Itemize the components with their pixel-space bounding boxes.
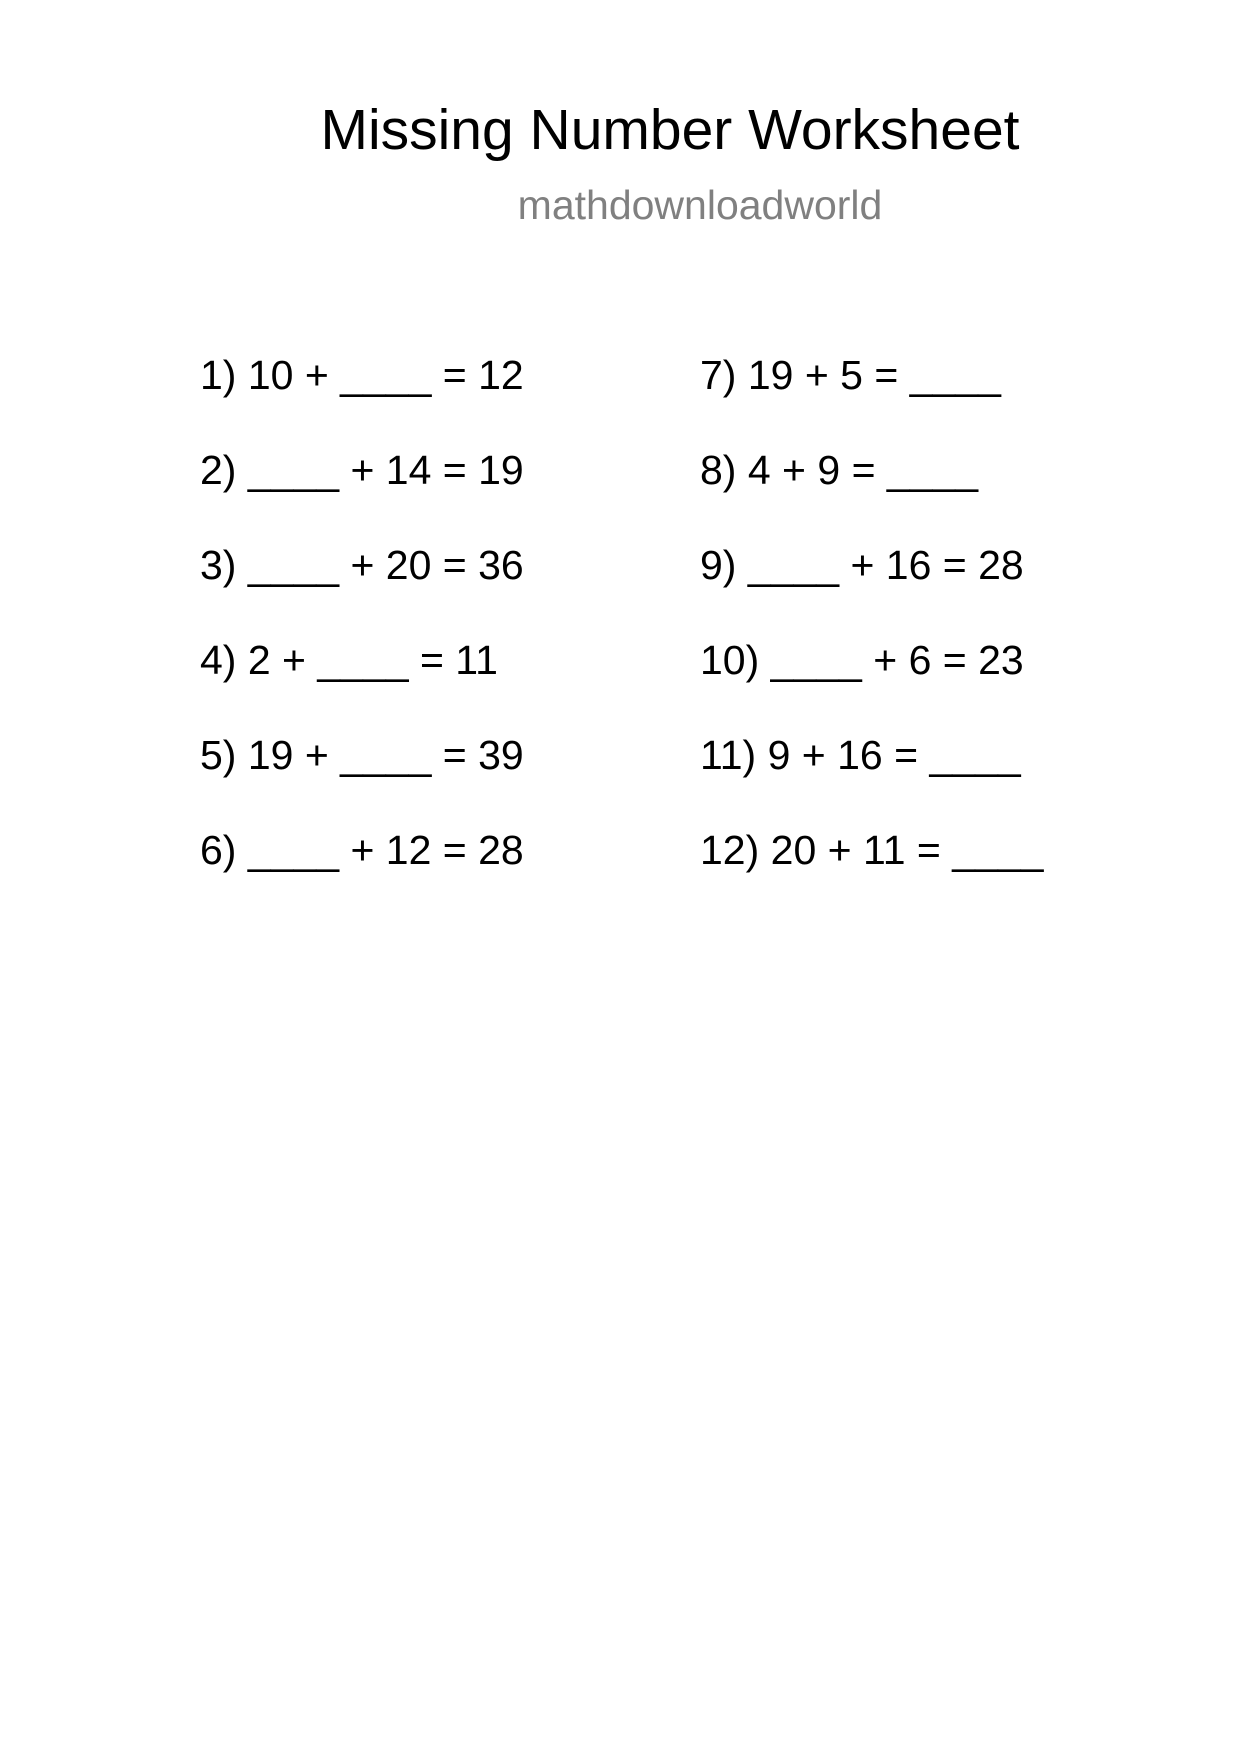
problem-5: 5) 19 + ____ = 39 — [200, 732, 524, 778]
problem-10: 10) ____ + 6 = 23 — [700, 637, 1024, 683]
problem-12: 12) 20 + 11 = ____ — [700, 827, 1044, 873]
problem-3: 3) ____ + 20 = 36 — [200, 542, 524, 588]
problem-9: 9) ____ + 16 = 28 — [700, 542, 1024, 588]
problem-1: 1) 10 + ____ = 12 — [200, 352, 524, 398]
problem-11: 11) 9 + 16 = ____ — [700, 732, 1021, 778]
worksheet-source: mathdownloadworld — [517, 182, 883, 228]
worksheet-title: Missing Number Worksheet — [320, 98, 1020, 162]
problem-7: 7) 19 + 5 = ____ — [700, 352, 1001, 398]
problem-8: 8) 4 + 9 = ____ — [700, 447, 979, 493]
problem-6: 6) ____ + 12 = 28 — [200, 827, 524, 873]
problem-2: 2) ____ + 14 = 19 — [200, 447, 524, 493]
problem-4: 4) 2 + ____ = 11 — [200, 637, 498, 683]
